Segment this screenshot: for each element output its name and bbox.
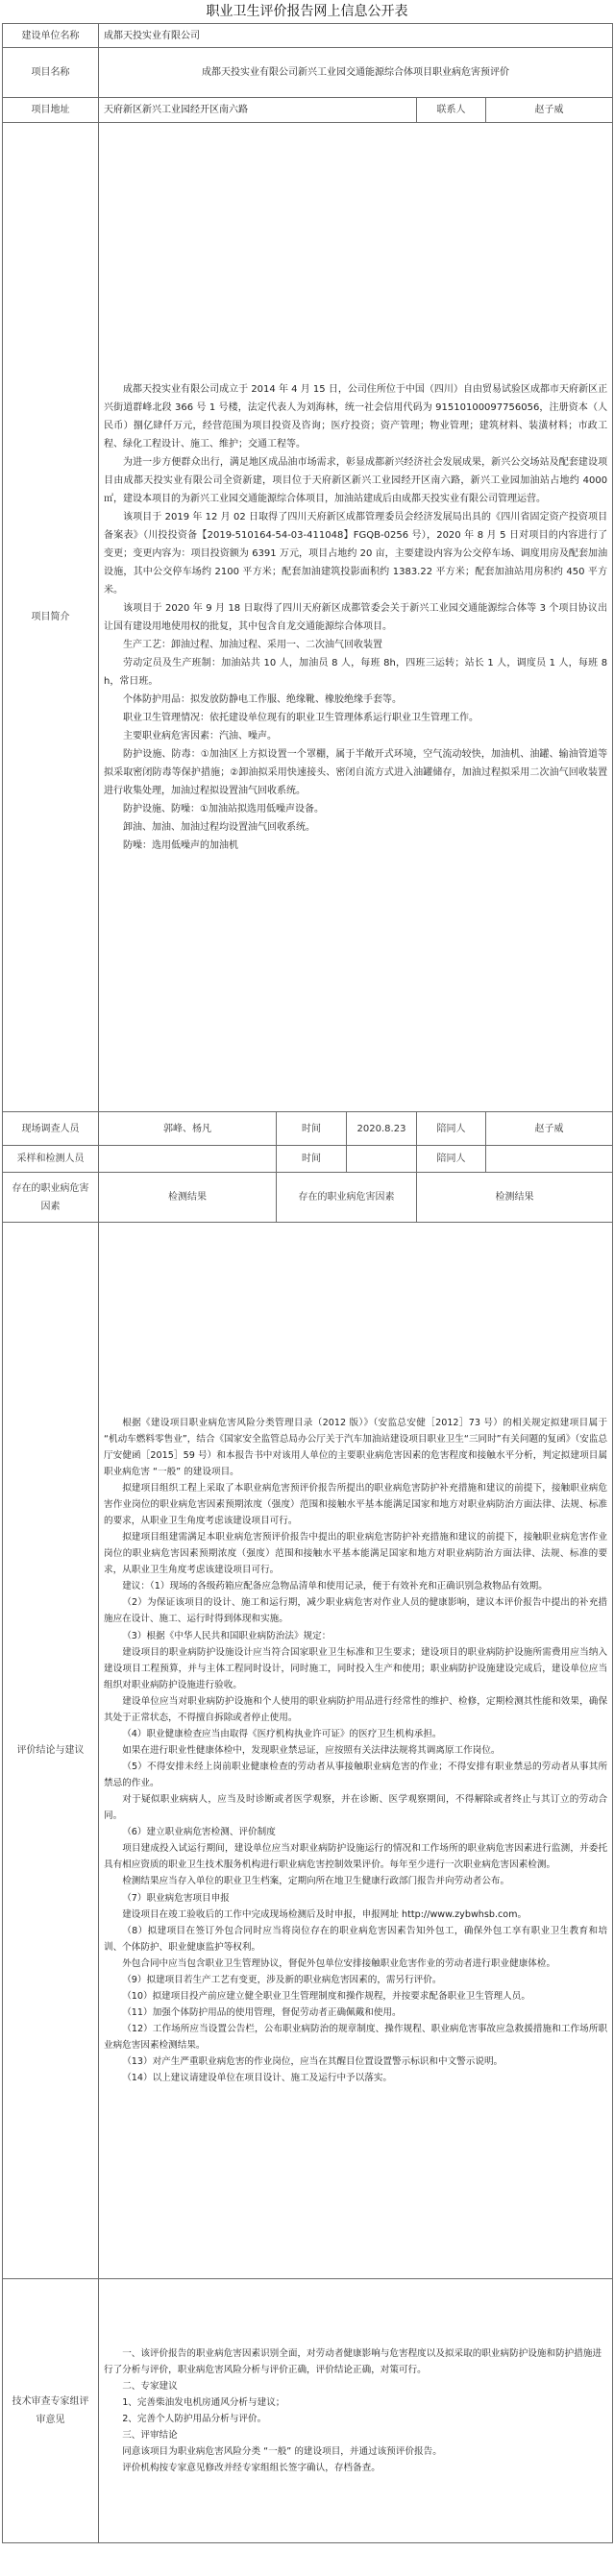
- conclusion-para: （14）以上建议请建设单位在项目设计、施工及运行中予以落实。: [122, 2073, 393, 2084]
- row-conclusion: [3, 1223, 613, 2279]
- hazard-header-3: 存在的职业病危害因素: [277, 1173, 417, 1223]
- review-line: 1、完善柴油发电机房通风分析与建议；: [122, 2396, 285, 2408]
- conclusion-para: 建议：（1）现场的各级药箱应配备应急物品清单和使用记录，便于有效补充和正确识别急救物品有效期。: [122, 1581, 548, 1592]
- intro-para: 为进一步方便群众出行，满足地区成品油市场需求，彰显成都新兴经济社会发展成果，新兴公交场站及配套建设项目由成都天投实业有限公司全资新建，项目位于天府新区新兴工业园经开区南六路，新兴工业园加油站占地约 4000 ㎡，建设本项目的为新兴工业园交通能源综合体项目，加油站建成后由成都天投实业有限公司管理运营。: [104, 456, 608, 504]
- hazard-header-4: 检测结果: [417, 1173, 613, 1223]
- row-sampling: [3, 1146, 613, 1173]
- review-line: 三、评审结论: [122, 2430, 178, 2442]
- value-sampling-staff: [99, 1146, 277, 1173]
- conclusion-para: 拟建项目组建需满足本职业病危害预评价报告中提出的职业病危害防护补充措施和建议的前提下，接触职业病危害作业岗位的职业病危害因素预期浓度（强度）范围和接触水平基本能满足国家和地方对职业病防治方面法律、法规、标准的要求，从职业卫生角度考虑该建设项目可行。: [104, 1532, 608, 1576]
- intro-cell: [99, 123, 613, 1112]
- value-survey-staff: 郭峰、杨凡: [99, 1112, 277, 1146]
- conclusion-para: 检测结果应当存入单位的职业卫生档案，定期向所在地卫生健康行政部门报告并向劳动者公布。: [122, 1876, 510, 1887]
- intro-para: 成都天投实业有限公司成立于 2014 年 4 月 15 日，公司住所位于中国（四川）自由贸易试验区成都市天府新区正兴街道群峰北段 366 号 1 号楼，法定代表人为刘海林，统一社会信用代码为 91510100097756056，注册资本（人民币）捌亿肆仟万元，经营范围为项目投资及咨询；医疗投资；资产管理；物业管理；建筑材料、装潢材料；市政工程、绿化工程设计、施工、维护；交通工程等。: [104, 383, 608, 450]
- conclusion-para: （8）拟建项目在签订外包合同时应当将岗位存在的职业病危害因素告知外包工，确保外包工享有职业卫生教育和培训、个体防护、职业健康监护等权利。: [104, 1925, 608, 1953]
- conclusion-para: （5）不得安排未经上岗前职业健康检查的劳动者从事接触职业病危害的作业；不得安排有职业禁忌的劳动者从事其所禁忌的作业。: [104, 1762, 608, 1789]
- conclusion-para: （13）对产生严重职业病危害的作业岗位，应当在其醒目位置设置警示标识和中文警示说明。: [122, 2056, 503, 2068]
- conclusion-para: （11）加强个体防护用品的使用管理，督促劳动者正确佩戴和使用。: [122, 2006, 402, 2018]
- review-line: 一、该评价报告的职业病危害因素识别全面，对劳动者健康影响与危害程度以及拟采取的职业病防护设施和防护措施进行了分析与评价，职业病危害风险分析与评价正确，评价结论正确，对策可行。: [104, 2347, 602, 2375]
- label-sampling-staff: 采样和检测人员: [3, 1146, 99, 1173]
- intro-para: 卸油、加油、加油过程均设置油气回收系统。: [123, 821, 315, 833]
- intro-para: 个体防护用品：拟发放防静电工作服、绝缘靴、橡胶绝缘手套等。: [123, 693, 402, 705]
- value-survey-escort: 赵子威: [486, 1112, 613, 1146]
- label-sampling-escort: 陪同人: [417, 1146, 486, 1173]
- conclusion-para: 建设单位应当对职业病防护设施和个人使用的职业病防护用品进行经常性的维护、检修，定期检测其性能和效果，确保其处于正常状态，不得擅自拆除或者停止使用。: [104, 1695, 608, 1723]
- label-survey-staff: 现场调查人员: [3, 1112, 99, 1146]
- value-sampling-escort: [486, 1146, 613, 1173]
- conclusion-para: （4）职业健康检查应当由取得《医疗机构执业许可证》的医疗卫生机构承担。: [122, 1728, 442, 1739]
- label-conclusion: 评价结论与建议: [3, 1223, 99, 2279]
- intro-para: 职业卫生管理情况：依托建设单位现有的职业卫生管理体系运行职业卫生管理工作。: [123, 712, 479, 723]
- page-title: 职业卫生评价报告网上信息公开表: [206, 4, 408, 19]
- intro-para: 该项目于 2020 年 9 月 18 日取得了四川天府新区成都管委会关于新兴工业园交通能源综合体等 3 个项目协议出让国有建设用地使用权的批复，其中包含自龙交通能源综合体项目。: [104, 602, 608, 632]
- conclusion-para: （9）拟建项目若生产工艺有变更，涉及新的职业病危害因素的，需另行评价。: [122, 1974, 442, 1985]
- label-unit: 建设单位名称: [3, 24, 99, 48]
- conclusion-para: （6）建立职业病危害检测、评价制度: [122, 1827, 276, 1838]
- conclusion-para: 如果在进行职业性健康体检中，发现职业禁忌证，应按照有关法律法规将其调离原工作岗位。: [122, 1744, 501, 1756]
- conclusion-para: 外包合同中应当包含职业卫生管理协议，督促外包单位安排接触职业危害作业的劳动者进行职业健康体检。: [122, 1957, 556, 1969]
- value-project: 成都天投实业有限公司新兴工业园交通能源综合体项目职业病危害预评价: [99, 48, 613, 98]
- row-project: [3, 48, 613, 98]
- conclusion-para: 项目建成投入试运行期间，建设单位应当对职业病防护设施运行的情况和工作场所的职业病危害因素进行监测，并委托具有相应资质的职业卫生技术服务机构进行职业病危害控制效果评价。每年至少进行一次职业病危害因素检测。: [104, 1843, 608, 1871]
- conclusion-para: 对于疑似职业病病人，应当及时诊断或者医学观察，并在诊断、医学观察期间，不得解除或者终止与其订立的劳动合同。: [104, 1794, 608, 1822]
- review-line: 2、完善个人防护用品分析与评价。: [122, 2414, 267, 2424]
- review-line: 二、专家建议: [122, 2380, 178, 2392]
- hazard-header-1: 存在的职业病危害因素: [3, 1173, 99, 1223]
- row-unit: [3, 24, 613, 48]
- review-line: 评价机构按专家意见修改并经专家组组长签字确认，存档备查。: [122, 2463, 381, 2474]
- conclusion-para: 建设项目的职业病防护设施设计应当符合国家职业卫生标准和卫生要求；建设项目的职业病防护设施所需费用应当纳入建设项目工程预算，并与主体工程同时设计，同时施工，同时投入生产和使用；职业病防护设施建设完成后，建设单位应当组织对职业病防护设施进行验收。: [104, 1646, 608, 1690]
- conclusion-para: （12）工作场所应当设置公告栏，公布职业病防治的规章制度、操作规程、职业病危害事故应急救援措施和工作场所职业病危害因素检测结果。: [104, 2024, 608, 2052]
- review-line: 同意该项目为职业病危害风险分类 “一般” 的建设项目，并通过该预评价报告。: [122, 2446, 442, 2458]
- value-survey-time: 2020.8.23: [347, 1112, 417, 1146]
- value-unit: 成都天投实业有限公司: [99, 24, 613, 48]
- row-survey: [3, 1112, 613, 1146]
- intro-para: 防护设施、防毒：①加油区上方拟设置一个罩棚，属于半敞开式环境，空气流动较快，加油机、油罐、输油管道等拟采取密闭防毒等保护措施；②卸油拟采用快速接头、密闭自流方式进入油罐储存，加油过程拟采用二次油气回收装置进行收集处理，加油过程拟设置油气回收系统。: [104, 748, 608, 796]
- intro-para: 主要职业病危害因素：汽油、噪声。: [123, 730, 277, 741]
- info-table: [2, 23, 613, 2543]
- label-address: 项目地址: [3, 98, 99, 123]
- row-hazard-header: [3, 1173, 613, 1223]
- conclusion-para: （2）为保证该项目的设计、施工和运行期，减少职业病危害对作业人员的健康影响，建议本评价报告中提出的补充措施应在设计、施工、运行时得到体现和实施。: [104, 1597, 608, 1625]
- conclusion-para: （3）根据《中华人民共和国职业病防治法》规定：: [122, 1630, 332, 1641]
- label-project: 项目名称: [3, 48, 99, 98]
- label-intro: 项目简介: [3, 123, 99, 1112]
- hazard-header-2: 检测结果: [99, 1173, 277, 1223]
- value-sampling-time: [347, 1146, 417, 1173]
- label-sampling-time: 时间: [277, 1146, 347, 1173]
- intro-para: 防护设施、防噪：①加油站拟选用低噪声设备。: [123, 803, 324, 814]
- intro-para: 该项目于 2019 年 12 月 02 日取得了四川天府新区成都管理委员会经济发展局出具的《四川省固定资产投资项目备案表》（川投投资备【2019-510164-54-03-411048】FGQB-0256 号），2020 年 8 月 5 日对项目的内容进行了变更；变更内容为：项目投资额为 6391 万元，项目占地约 20 亩，主要建设内容为公交停车场、调度用房及配套加油设施，其中公交停车场约 2100 平方米；配套加油建筑投影面积约 1383.22 平方米；配套加油站用房积约 450 平方米。: [104, 511, 608, 595]
- row-expert-review: [3, 2279, 613, 2543]
- label-survey-escort: 陪同人: [417, 1112, 486, 1146]
- conclusion-para: 根据《建设项目职业病危害风险分类管理目录（2012 版）》（安监总安健［2012］73 号）的相关规定拟建项目属于 “机动车燃料零售业”，结合《国家安全监管总局办公厅关于汽车加油站建设项目职业卫生“三同时”有关问题的复函》（安监总厅安健函［2015］59 号）和本报告书中对该用人单位的主要职业病危害因素的危害程度和接触水平分析，判定拟建项目属职业病危害 “一般” 的建设项目。: [104, 1417, 608, 1477]
- value-contact: 赵子威: [486, 98, 613, 123]
- value-address: 天府新区新兴工业园经开区南六路: [99, 98, 417, 123]
- conclusion-para: 拟建项目组织工程上采取了本职业病危害预评价报告所提出的职业病危害防护补充措施和建议的前提下，接触职业病危害作业岗位的职业病危害因素预期浓度（强度）范围和接触水平基本能满足国家和地方对职业病防治方面法律、法规、标准的要求，从职业卫生角度考虑该建设项目可行。: [104, 1482, 608, 1527]
- label-contact: 联系人: [417, 98, 486, 123]
- intro-para: 防噪：选用低噪声的加油机: [123, 839, 238, 851]
- review-cell: [99, 2279, 613, 2543]
- row-address: [3, 98, 613, 123]
- intro-para: 生产工艺：卸油过程、加油过程、采用一、二次油气回收装置: [123, 639, 382, 650]
- label-expert-review: 技术审查专家组评审意见: [3, 2279, 99, 2543]
- conclusion-cell: [99, 1223, 613, 2279]
- intro-para: 劳动定员及生产班制：加油站共 10 人，加油员 8 人，每班 8h，四班三运转；站长 1 人，调度员 1 人，每班 8h，常日班。: [104, 657, 608, 687]
- conclusion-para: 建设项目在竣工验收后的工作中完成现场检测后及时申报，申报网址 http://www.zybwhsb.com。: [122, 1908, 528, 1920]
- conclusion-para: （7）职业病危害项目申报: [122, 1892, 230, 1904]
- conclusion-para: （10）拟建项目投产前应建立健全职业卫生管理制度和操作规程，并按要求配备职业卫生管理人员。: [122, 1990, 530, 2002]
- row-intro: [3, 123, 613, 1112]
- label-survey-time: 时间: [277, 1112, 347, 1146]
